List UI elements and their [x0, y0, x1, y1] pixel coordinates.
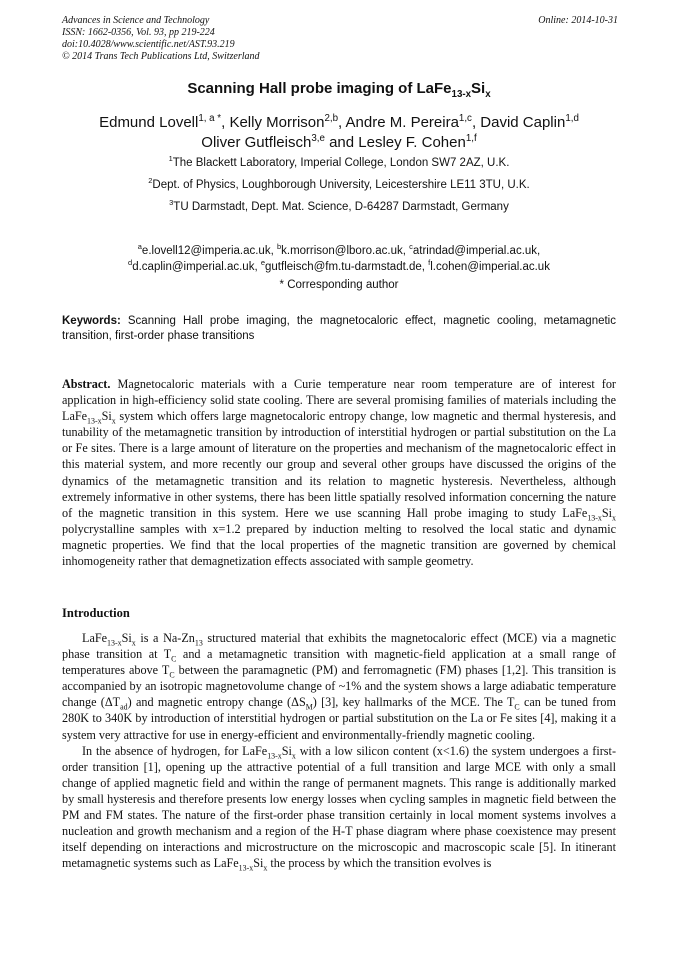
keywords-label: Keywords: [62, 315, 121, 327]
issn-line: ISSN: 1662-0356, Vol. 93, pp 219-224 [62, 27, 215, 38]
paragraph: In the absence of hydrogen, for $LaFe_{13-x}Si_x$ with a low silicon content (x<1.6) the system undergoes a first-order transition [1], opening up the attractive potential of a full transition and large MCE with only a small change of applied magnetic field and within the range of permanent magnets. This range is additionally marked by small hysteresis and therefore presents low energy losses when cycling samples in magnetic field between the PM and FM states. The nature of the first-order phase transition certainly in local moment systems involves a nucleation and growth mechanism and a region of the H-T phase diagram where phase coexistence may present itself depending on interactions and microstructure on the microscopic and macroscopic scale [5]. In itinerant metamagnetic systems such as $LaFe_{13-x}Si_x$ the process by which the transition evolves is [62, 743, 616, 873]
email-link[interactable]: e.lovell12@imperia.ac.uk, [141, 245, 277, 257]
journal-name: Advances in Science and Technology [62, 15, 210, 26]
author-name: Edmund Lovell [99, 114, 199, 131]
author-name: Oliver Gutfleisch [201, 134, 312, 151]
author-name: , David Caplin [471, 114, 566, 131]
online-date: Online: 2014-10-31 [538, 15, 618, 26]
abstract: Abstract. Magnetocaloric materials with a Curie temperature near room temperature are of interest for application in high-efficiency solid state cooling. There are several promising families of materials including the $LaFe_{13-x}Si_x$ system which offers large magnetocaloric entropy change, low magnetic and thermal hysteresis, and tunability of the metamagnetic transition by introduction of interstitial hydrogen or partial substitution on the La or Fe sites. There is a large amount of literature on the properties and mechanism of the magnetocaloric effect in this material system, and more recently our group and several other groups have discussed the origins of the dynamics of the metamagnetic transition and its relation to magnetic hysteresis. Nevertheless, although extremely informative in other systems, there has been little spatially resolved information concerning the nature of the magnetic transition in this system. Here we use scanning Hall probe imaging to study $LaFe_{13-x}Si_x$ polycrystalline samples with x=1.2 prepared by induction melting to resolved the local static and dynamic magnetic properties. We find that the local properties of the magnetic transition are governed by chemical inhomogeneity rather that demagnetization effects associated with sample geometry. [62, 377, 616, 569]
affiliation-3: $^3$TU Darmstadt, Dept. Mat. Science, D-64287 Darmstadt, Germany [169, 198, 509, 213]
paper-title: Scanning Hall probe imaging of $LaFe_{13-x}Si_x$ [187, 80, 491, 100]
affiliation-1: $^1$The Blackett Laboratory, Imperial College, London SW7 2AZ, U.K. [168, 154, 510, 169]
email-link[interactable]: d.caplin@imperial.ac.uk, [132, 261, 261, 273]
copyright-line: © 2014 Trans Tech Publications Ltd, Switzerland [62, 51, 260, 62]
paragraph: $LaFe_{13-x}Si_x$ is a $Na-Zn_{13}$ structured material that exhibits the magnetocaloric effect (MCE) via a magnetic phase transition at $T_C$ and a metamagnetic transition with magnetic-field application at a small range of temperatures above $T_C$ between the paramagnetic (PM) and ferromagnetic (FM) phases [1,2]. This transition is accompanied by an isotropic magnetovolume change of ~1% and the system shows a large adiabatic temperature change $(\Delta T_{ad})$ and magnetic entropy change $(\Delta S_M)$ [3], key hallmarks of the MCE. The $T_C$ can be tuned from 280K to 340K by introduction of interstitial hydrogen or partial substitution on the La or Fe sites [4], making it a system very attractive for use in energy-efficient and environmentally-friendly magnetic cooling. [62, 631, 617, 742]
journal-header [62, 15, 618, 63]
affiliation-2: $^2$Dept. of Physics, Loughborough University, Leicestershire LE11 3TU, U.K. [148, 176, 530, 191]
email-link[interactable]: k.morrison@lboro.ac.uk, [281, 245, 410, 257]
author-list: Edmund Lovell$^{1, a *}$, Kelly Morrison$^{2,b}$, Andre M. Pereira$^{1,c}$, David Caplin$^{1,d}$ Oliver Gutfleisch$^{3,e}$ and Lesley F. Cohen$^{1,f}$ [99, 113, 579, 151]
email-link[interactable]: l.cohen@imperial.ac.uk [430, 261, 550, 273]
email-list: $^a$e.lovell12@imperia.ac.uk, $^b$k.morrison@lboro.ac.uk, $^c$atrindad@imperial.ac.uk, $^d$d.caplin@imperial.ac.uk, $^e$gutfleisch@fm.tu-darmstadt.de, $^f$l.cohen@imperial.ac.uk [128, 242, 550, 273]
email-link[interactable]: atrindad@imperial.ac.uk, [412, 245, 541, 257]
author-name: and Lesley F. Cohen [324, 134, 466, 151]
keywords [62, 314, 616, 344]
email-link[interactable]: gutfleisch@fm.tu-darmstadt.de, [265, 261, 429, 273]
doi-line: doi:10.4028/www.scientific.net/AST.93.219 [62, 39, 235, 50]
introduction-body [62, 630, 616, 871]
corresponding-author-note: * Corresponding author [279, 279, 399, 291]
section-heading-introduction: Introduction [62, 606, 130, 620]
keywords-text: Scanning Hall probe imaging, the magnetocaloric effect, magnetic cooling, metamagnetic transition, first-order phase transitions [62, 315, 616, 342]
author-name: , Kelly Morrison [221, 114, 325, 131]
abstract-label: Abstract. [62, 377, 111, 391]
author-name: , Andre M. Pereira [338, 114, 459, 131]
